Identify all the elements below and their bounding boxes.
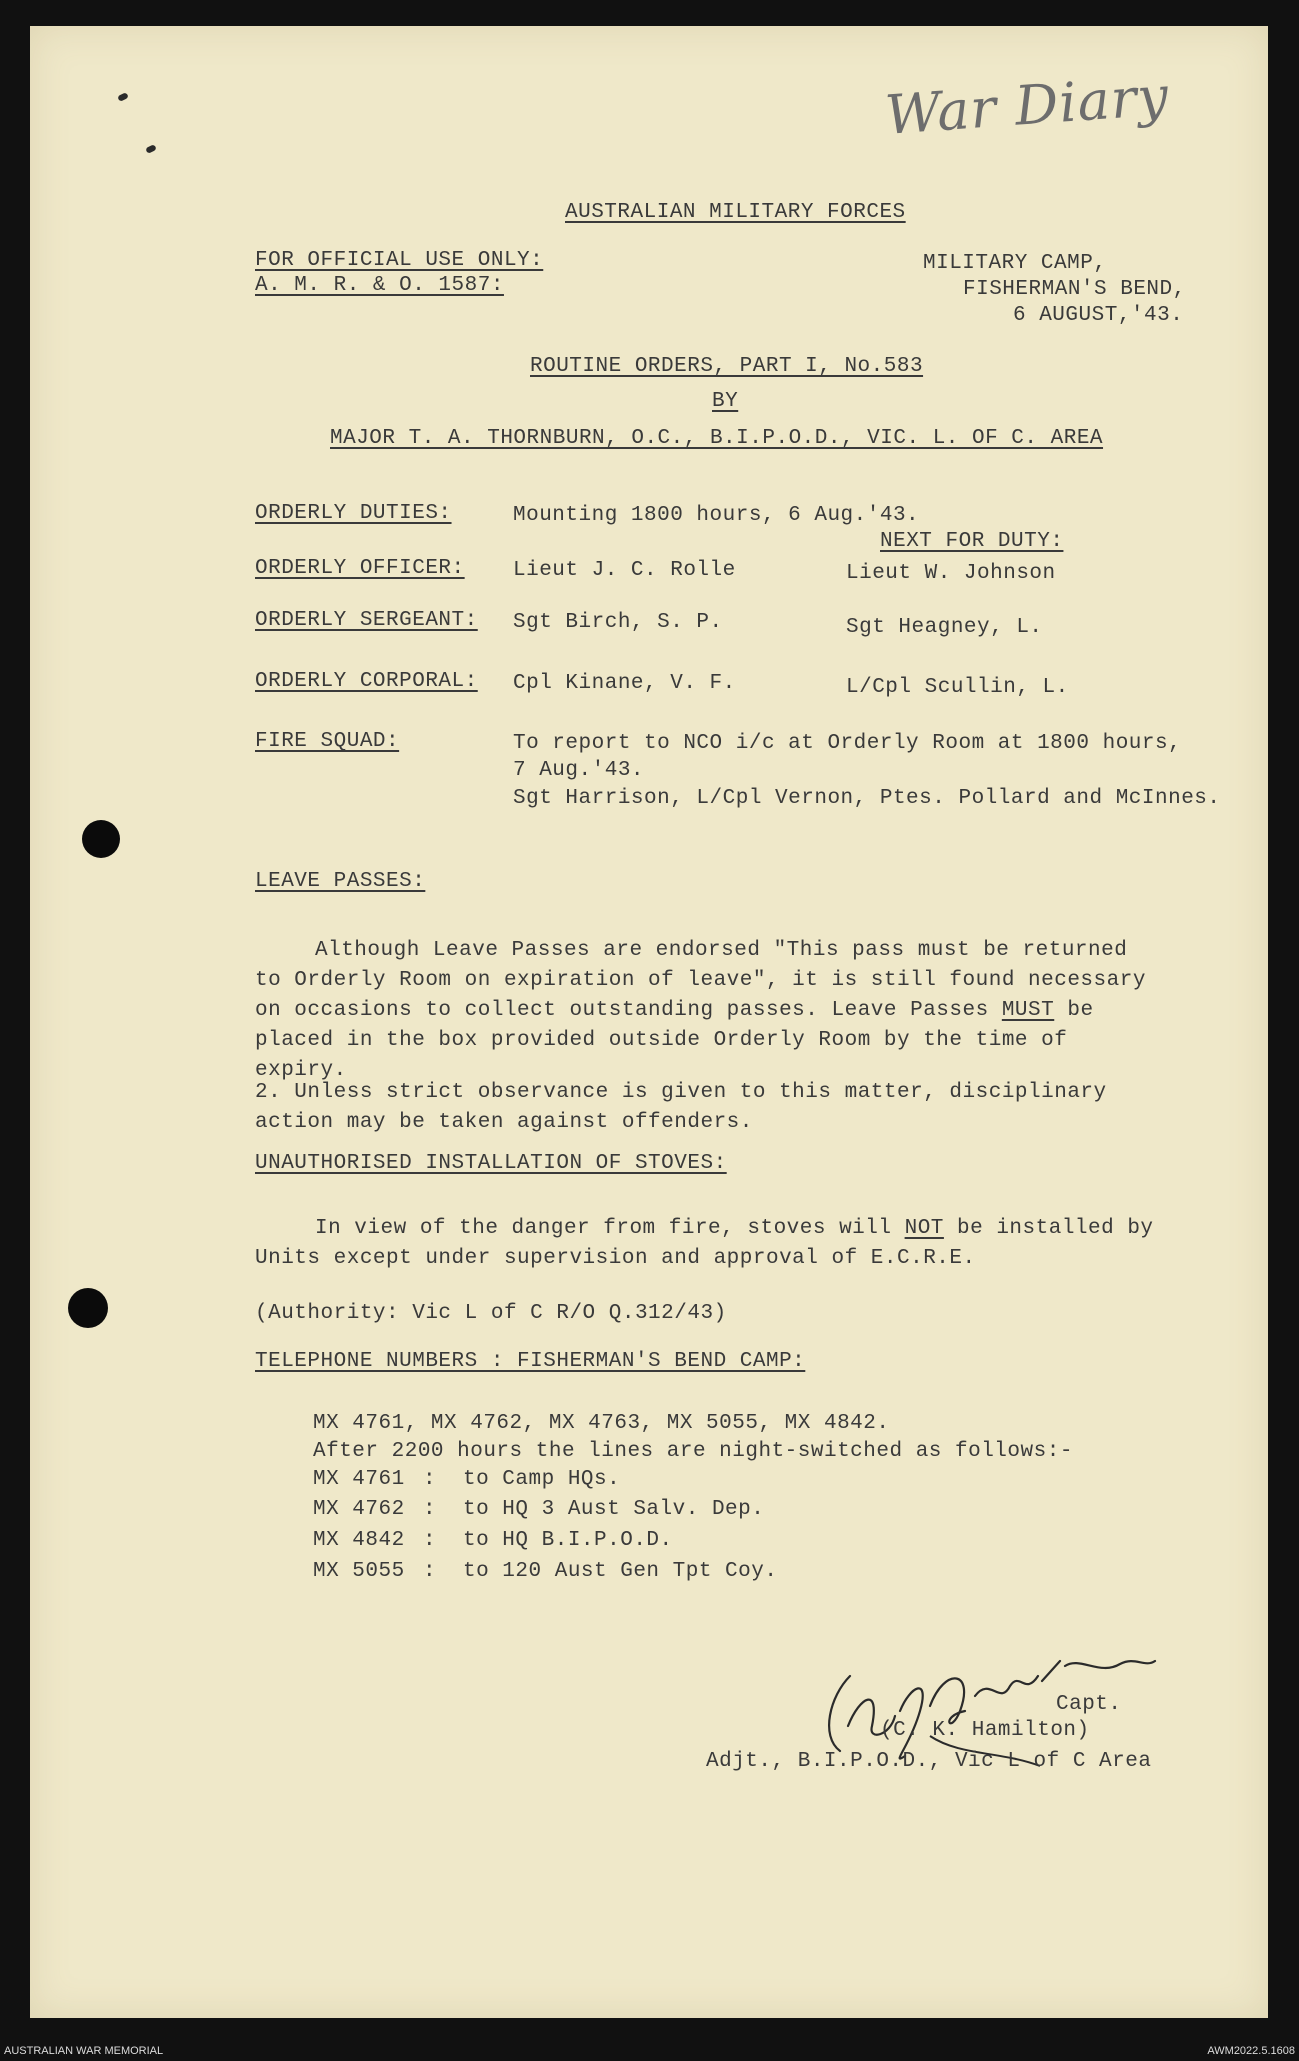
orderly-duties-label: ORDERLY DUTIES: xyxy=(255,502,452,525)
punch-hole-top xyxy=(82,820,120,858)
location-line-2: FISHERMAN'S BEND, xyxy=(963,278,1186,301)
telephone-intro: After 2200 hours the lines are night-switched as follows:- xyxy=(313,1440,1073,1463)
leave-passes-paragraph-2: 2. Unless strict observance is given to this matter, disciplinary action may be taken against offenders. xyxy=(255,1081,1107,1134)
orderly-officer-next: Lieut W. Johnson xyxy=(846,562,1056,585)
orderly-sergeant-current: Sgt Birch, S. P. xyxy=(513,611,723,634)
phone-line-dest: to HQ 3 Aust Salv. Dep. xyxy=(463,1498,765,1521)
signature-rank: Capt. xyxy=(1056,1693,1122,1716)
phone-line-dest: to HQ B.I.P.O.D. xyxy=(463,1529,673,1552)
orderly-officer-current: Lieut J. C. Rolle xyxy=(513,559,736,582)
document-page xyxy=(30,26,1268,2018)
stoves-heading: UNAUTHORISED INSTALLATION OF STOVES: xyxy=(255,1152,727,1175)
handwritten-annotation: War Diary xyxy=(883,64,1171,147)
handwritten-signature xyxy=(810,1616,1170,1766)
orderly-corporal-label: ORDERLY CORPORAL: xyxy=(255,670,478,693)
document-title: AUSTRALIAN MILITARY FORCES xyxy=(565,201,906,224)
footer-left: AUSTRALIAN WAR MEMORIAL xyxy=(4,2045,164,2057)
phone-line-sep: : xyxy=(423,1560,437,1583)
signature-appointment: Adjt., B.I.P.O.D., Vic L of C Area xyxy=(706,1750,1152,1773)
pin-mark xyxy=(117,92,129,102)
fire-squad-line-3: Sgt Harrison, L/Cpl Vernon, Ptes. Pollard and McInnes. xyxy=(513,787,1221,810)
stoves-paragraph: In view of the danger from fire, stoves will NOT be installed by Units except under supervision and approval of E.C.R.E. xyxy=(255,1217,1154,1270)
phone-line-dest: to 120 Aust Gen Tpt Coy. xyxy=(463,1560,778,1583)
fire-squad-line-2: 7 Aug.'43. xyxy=(513,759,645,782)
phone-line-sep: : xyxy=(423,1529,437,1552)
classification-line-1: FOR OFFICIAL USE ONLY: xyxy=(255,249,544,272)
phone-line-number: MX 4761 xyxy=(313,1468,405,1491)
orders-issuer: MAJOR T. A. THORNBURN, O.C., B.I.P.O.D., VIC. L. OF C. AREA xyxy=(330,427,1104,450)
document-date: 6 AUGUST,'43. xyxy=(1013,304,1184,327)
telephone-numbers: MX 4761, MX 4762, MX 4763, MX 5055, MX 4842. xyxy=(313,1412,890,1435)
orderly-sergeant-next: Sgt Heagney, L. xyxy=(846,616,1043,639)
punch-hole-bottom xyxy=(68,1288,108,1328)
leave-passes-heading: LEAVE PASSES: xyxy=(255,870,426,893)
phone-line-number: MX 5055 xyxy=(313,1560,405,1583)
signature-name: (C. K. Hamilton) xyxy=(880,1719,1090,1742)
phone-line-sep: : xyxy=(423,1468,437,1491)
phone-line-number: MX 4842 xyxy=(313,1529,405,1552)
orders-by: BY xyxy=(712,390,739,413)
classification-line-2: A. M. R. & O. 1587: xyxy=(255,274,504,297)
phone-line-dest: to Camp HQs. xyxy=(463,1468,621,1491)
location-line-1: MILITARY CAMP, xyxy=(923,252,1107,275)
orderly-officer-label: ORDERLY OFFICER: xyxy=(255,557,465,580)
orders-title: ROUTINE ORDERS, PART I, No.583 xyxy=(530,355,924,378)
orderly-corporal-next: L/Cpl Scullin, L. xyxy=(846,676,1069,699)
fire-squad-line-1: To report to NCO i/c at Orderly Room at 1800 hours, xyxy=(513,732,1182,755)
footer-right: AWM2022.5.1608 xyxy=(1207,2045,1295,2057)
next-for-duty-label: NEXT FOR DUTY: xyxy=(880,530,1064,553)
orderly-corporal-current: Cpl Kinane, V. F. xyxy=(513,672,736,695)
fire-squad-label: FIRE SQUAD: xyxy=(255,730,400,753)
phone-line-sep: : xyxy=(423,1498,437,1521)
not-emphasis: NOT xyxy=(904,1217,944,1240)
orderly-sergeant-label: ORDERLY SERGEANT: xyxy=(255,609,478,632)
must-emphasis: MUST xyxy=(1001,999,1055,1022)
orderly-duties-value: Mounting 1800 hours, 6 Aug.'43. xyxy=(513,504,920,527)
pin-mark xyxy=(145,144,157,154)
phone-line-number: MX 4762 xyxy=(313,1498,405,1521)
leave-passes-paragraph: Although Leave Passes are endorsed "This pass must be returned to Orderly Room on expiration of leave", it is still found necessary on occasions to collect outstanding passes. Leave Passes MUST be placed in the box provided outside Orderly Room by the time of expiry. xyxy=(255,939,1146,1082)
stoves-authority: (Authority: Vic L of C R/O Q.312/43) xyxy=(255,1302,727,1325)
telephone-heading: TELEPHONE NUMBERS : FISHERMAN'S BEND CAMP: xyxy=(255,1350,806,1373)
